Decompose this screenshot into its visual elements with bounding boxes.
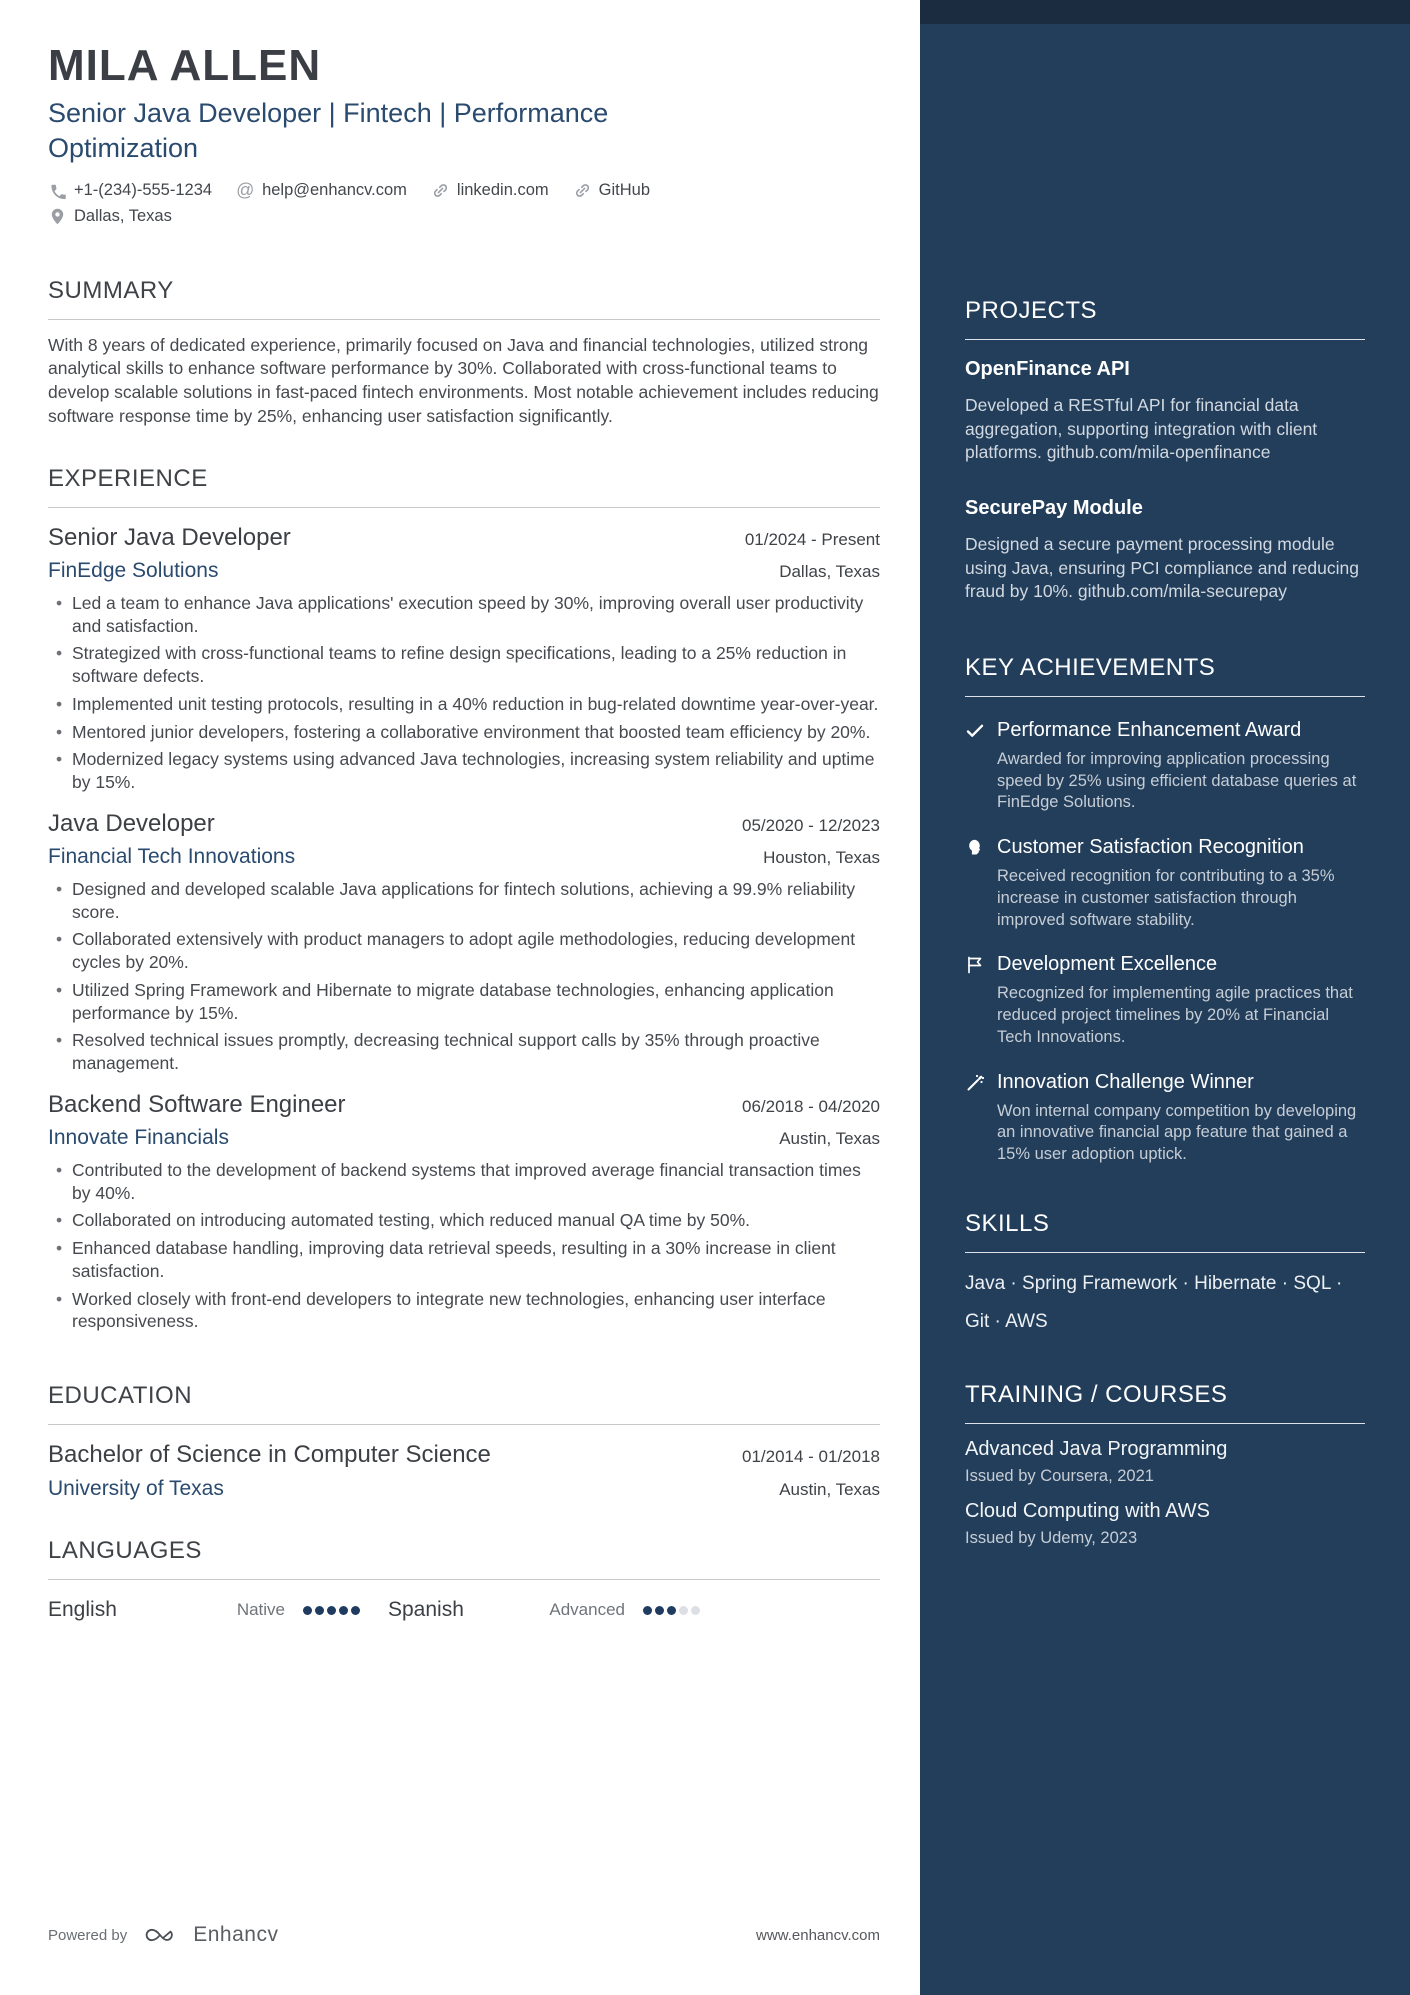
location-pin-icon — [48, 207, 67, 226]
job-entry — [48, 810, 880, 1075]
proficiency-dot-filled — [327, 1606, 336, 1615]
linkedin-text: linkedin.com — [456, 180, 549, 199]
language-level: Native — [236, 1600, 285, 1620]
job-location: Houston, Texas — [763, 847, 880, 867]
project-entry — [965, 358, 1365, 465]
proficiency-dot-filled — [315, 1606, 324, 1615]
powered-by-label: Powered by — [48, 1926, 128, 1944]
location-item — [48, 207, 172, 226]
bullet-item: • Enhanced database handling, improving data retrieval speeds, resulting in a 30% increase in client satisfaction. — [56, 1237, 880, 1283]
job-company: Financial Tech Innovations — [48, 844, 296, 868]
person-name: MILA ALLEN — [48, 41, 322, 90]
proficiency-dot-filled — [339, 1606, 348, 1615]
proficiency-dot-filled — [303, 1606, 312, 1615]
proficiency-dot-filled — [655, 1606, 664, 1615]
training-section — [965, 1381, 1365, 1548]
job-title: Senior Java Developer — [48, 523, 291, 551]
job-dates: 06/2018 - 04/2020 — [741, 1096, 880, 1116]
enhancv-brand-text[interactable]: Enhancv — [193, 1923, 279, 1946]
language-level: Advanced — [549, 1600, 625, 1620]
phone-text: +1-(234)-555-1234 — [74, 180, 213, 199]
bullet-item: • Led a team to enhance Java applications' execution speed by 30%, improving overall user productivity and satisfaction. — [56, 592, 880, 638]
achievement-description: Awarded for improving application processing speed by 25% using efficient database queries at FinEdge Solutions. — [997, 749, 1357, 812]
proficiency-dot-filled — [667, 1606, 676, 1615]
divider — [965, 1423, 1365, 1424]
bullet-item: • Mentored junior developers, fostering a collaborative environment that boosted team efficiency by 20%. — [56, 721, 880, 744]
divider — [48, 319, 880, 320]
phone-link[interactable] — [48, 181, 212, 200]
achievement-title: Performance Enhancement Award — [997, 718, 1302, 741]
contact-row-2 — [48, 207, 880, 226]
bullet-item: • Strategized with cross-functional teams to refine design specifications, leading to a 25% reduction in software defects. — [56, 642, 880, 688]
headline: Senior Java Developer | Fintech | Performance Optimization — [48, 98, 609, 164]
project-description: Developed a RESTful API for financial data aggregation, supporting integration with client platforms. github.com/mila-openfinance — [965, 395, 1318, 463]
job-company: FinEdge Solutions — [48, 558, 219, 582]
divider — [48, 507, 880, 508]
site-url[interactable]: www.enhancv.com — [756, 1926, 880, 1944]
achievement-entry — [965, 834, 1365, 931]
course-name: Cloud Computing with AWS — [965, 1499, 1210, 1522]
proficiency-dot-filled — [351, 1606, 360, 1615]
education-heading: EDUCATION — [48, 1382, 193, 1410]
email-at-icon: @ — [236, 179, 255, 200]
job-entry — [48, 524, 880, 794]
footer — [48, 1923, 880, 1947]
course-name: Advanced Java Programming — [965, 1437, 1228, 1460]
linkedin-link[interactable] — [431, 181, 549, 200]
email-text: help@enhancv.com — [262, 180, 407, 199]
training-heading: TRAINING / COURSES — [965, 1380, 1228, 1408]
project-name: OpenFinance API — [965, 358, 1130, 380]
proficiency-dot-empty — [691, 1606, 700, 1615]
education-dates: 01/2014 - 01/2018 — [741, 1447, 880, 1467]
achievement-description: Received recognition for contributing to a 35% increase in customer satisfaction through improved software stability. — [997, 867, 1335, 929]
job-company: Innovate Financials — [48, 1125, 229, 1149]
language-name: English — [48, 1598, 117, 1622]
education-section — [48, 1382, 880, 1501]
achievement-title: Customer Satisfaction Recognition — [997, 836, 1304, 859]
job-bullets — [48, 1159, 880, 1333]
resume-sidebar — [920, 0, 1410, 1995]
achievements-heading: KEY ACHIEVEMENTS — [965, 653, 1216, 681]
summary-text: With 8 years of dedicated experience, primarily focused on Java and financial technologies, utilized strong analytical skills to enhance software performance by 30%. Collaborated with cross-functional teams to develop scalable solutions in fast-paced fintech environments. Most notable achievement includes reducing software response time by 25%, enhancing user satisfaction significantly. — [48, 334, 879, 426]
bullet-item: • Modernized legacy systems using advanced Java technologies, increasing system reliability and uptime by 15%. — [56, 748, 880, 794]
github-text: GitHub — [598, 180, 650, 199]
skills-heading: SKILLS — [965, 1209, 1050, 1237]
summary-section — [48, 277, 880, 429]
link-icon — [431, 181, 450, 200]
header — [48, 42, 880, 233]
job-location: Dallas, Texas — [779, 561, 880, 581]
language-proficiency-dots — [643, 1606, 700, 1615]
skills-section — [965, 1210, 1365, 1341]
location-text: Dallas, Texas — [74, 206, 172, 225]
wand-icon — [965, 1073, 985, 1093]
languages-heading: LANGUAGES — [48, 1537, 202, 1565]
job-dates: 05/2020 - 12/2023 — [741, 815, 880, 835]
link-icon — [573, 181, 592, 200]
bullet-item: • Collaborated on introducing automated testing, which reduced manual QA time by 50%. — [56, 1209, 880, 1232]
enhancv-logo-icon — [141, 1924, 179, 1946]
project-description: Designed a secure payment processing module using Java, ensuring PCI compliance and reducing fraud by 10%. github.com/mila-securepay — [965, 533, 1359, 602]
bullet-item: • Utilized Spring Framework and Hibernate to migrate database technologies, enhancing application performance by 15%. — [56, 979, 880, 1025]
course-entry — [965, 1500, 1365, 1548]
skills-list: Java · Spring Framework · Hibernate · SQL · Git · AWS — [965, 1272, 1343, 1332]
job-title: Backend Software Engineer — [48, 1090, 346, 1118]
job-bullets — [48, 592, 880, 794]
language-item — [48, 1598, 388, 1622]
email-link[interactable] — [236, 181, 407, 200]
bullet-item: • Worked closely with front-end developers to integrate new technologies, enhancing user interface responsiveness. — [56, 1288, 880, 1334]
course-entry — [965, 1438, 1365, 1486]
education-location: Austin, Texas — [779, 1480, 880, 1500]
achievement-title: Innovation Challenge Winner — [997, 1070, 1254, 1093]
job-dates: 01/2024 - Present — [744, 529, 880, 549]
project-name: SecurePay Module — [965, 496, 1143, 519]
achievement-entry — [965, 1069, 1365, 1166]
course-issuer: Issued by Coursera, 2021 — [965, 1466, 1154, 1485]
divider — [965, 1252, 1365, 1253]
bullet-item: • Collaborated extensively with product managers to adopt agile methodologies, reducing development cycles by 20%. — [56, 928, 880, 974]
divider — [48, 1579, 880, 1580]
bullet-item: • Designed and developed scalable Java applications for fintech solutions, achieving a 99.9% reliability score. — [56, 878, 880, 924]
language-name: Spanish — [388, 1598, 464, 1622]
achievements-section — [965, 654, 1365, 1166]
job-title: Java Developer — [48, 809, 215, 837]
job-bullets — [48, 878, 880, 1075]
achievement-title: Development Excellence — [997, 953, 1218, 976]
projects-section — [965, 297, 1365, 604]
experience-heading: EXPERIENCE — [48, 464, 208, 492]
divider — [48, 1424, 880, 1425]
github-link[interactable] — [573, 181, 650, 200]
check-icon — [965, 721, 985, 741]
bullet-item: • Implemented unit testing protocols, resulting in a 40% reduction in bug-related downtime year-over-year. — [56, 693, 880, 716]
phone-icon — [48, 181, 67, 200]
divider — [965, 696, 1365, 697]
language-item — [388, 1598, 728, 1622]
language-proficiency-dots — [303, 1606, 360, 1615]
divider — [965, 339, 1365, 340]
school: University of Texas — [48, 1477, 224, 1501]
proficiency-dot-empty — [679, 1606, 688, 1615]
achievement-description: Recognized for implementing agile practices that reduced project timelines by 20% at Financial Tech Innovations. — [997, 984, 1353, 1046]
contact-row-1 — [48, 181, 880, 200]
course-issuer: Issued by Udemy, 2023 — [965, 1528, 1138, 1547]
job-location: Austin, Texas — [779, 1128, 880, 1148]
experience-section — [48, 465, 880, 1338]
bullet-item: • Contributed to the development of backend systems that improved average financial transaction times by 40%. — [56, 1159, 880, 1205]
degree: Bachelor of Science in Computer Science — [48, 1441, 491, 1469]
contact-info — [48, 181, 880, 226]
project-entry — [965, 497, 1365, 604]
summary-heading: SUMMARY — [48, 276, 174, 304]
job-entry — [48, 1091, 880, 1333]
achievement-description: Won internal company competition by developing an innovative financial app feature that gained a 15% user adoption uptick. — [997, 1101, 1357, 1164]
person-icon — [965, 838, 985, 858]
proficiency-dot-filled — [643, 1606, 652, 1615]
achievement-entry — [965, 951, 1365, 1048]
languages-section — [48, 1537, 880, 1622]
projects-heading: PROJECTS — [965, 297, 1098, 324]
achievement-entry — [965, 717, 1365, 814]
flag-icon — [965, 955, 985, 975]
bullet-item: • Resolved technical issues promptly, decreasing technical support calls by 35% through proactive management. — [56, 1029, 880, 1075]
